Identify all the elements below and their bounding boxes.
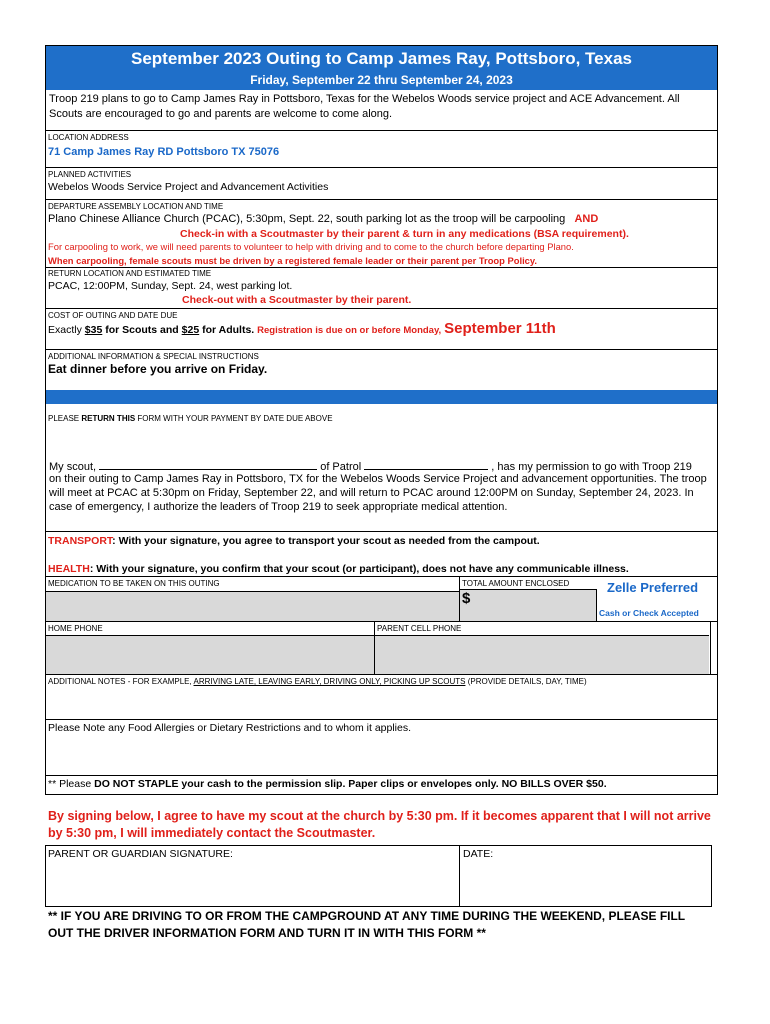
departure-line3: For carpooling to work, we will need parents to volunteer to help with driving and to come to the church before departing Plano. — [48, 241, 574, 252]
dollar-sign: $ — [462, 590, 471, 607]
date-field[interactable] — [460, 862, 710, 906]
cost-line: Exactly $35 for Scouts and $25 for Adults. Registration is due on or before Monday, September 11th — [48, 320, 556, 337]
scout-name-field[interactable] — [99, 459, 317, 470]
cell-phone-input[interactable] — [375, 635, 709, 675]
page-title: September 2023 Outing to Camp James Ray, Pottsboro, Texas — [130, 49, 633, 68]
medication-input[interactable] — [46, 591, 459, 622]
return-line1: PCAC, 12:00PM, Sunday, Sept. 24, west parking lot. — [48, 280, 293, 292]
staple-notice: ** Please DO NOT STAPLE your cash to the permission slip. Paper clips or envelopes only. NO BILLS OVER $50. — [48, 778, 607, 790]
total-input[interactable] — [460, 589, 597, 622]
cost-label: COST OF OUTING AND DATE DUE — [48, 311, 178, 320]
return-notice: PLEASE RETURN THIS FORM WITH YOUR PAYMENT BY DATE DUE ABOVE — [48, 414, 333, 423]
activities-value: Webelos Woods Service Project and Advancement Activities — [48, 181, 329, 193]
additional-label: ADDITIONAL INFORMATION & SPECIAL INSTRUCTIONS — [48, 352, 259, 361]
date-range: Friday, September 22 thru September 24, 2023 — [250, 73, 513, 87]
zelle-preferred: Zelle Preferred — [607, 580, 699, 595]
return-line2: Check-out with a Scoutmaster by their parent. — [182, 294, 412, 306]
transport-statement: TRANSPORT: With your signature, you agree to transport your scout as needed from the campout. — [48, 535, 540, 547]
departure-line4: When carpooling, female scouts must be driven by a registered female leader or their parent per Troop Policy. — [48, 255, 538, 266]
date-label: DATE: — [463, 848, 494, 860]
total-label: TOTAL AMOUNT ENCLOSED — [462, 579, 570, 588]
allergies-label: Please Note any Food Allergies or Dietary Restrictions and to whom it applies. — [48, 722, 412, 734]
medication-label: MEDICATION TO BE TAKEN ON THIS OUTING — [48, 579, 220, 588]
health-statement: HEALTH: With your signature, you confirm that your scout (or participant), does not have any communicable illness. — [48, 563, 629, 575]
driver-form-notice: ** IF YOU ARE DRIVING TO OR FROM THE CAMPGROUND AT ANY TIME DURING THE WEEKEND, PLEASE FILL OUT THE DRIVER INFORMATION FORM AND TURN IT IN WITH THIS FORM ** — [48, 909, 685, 940]
location-value: 71 Camp James Ray RD Pottsboro TX 75076 — [48, 146, 280, 158]
parent-signature-label: PARENT OR GUARDIAN SIGNATURE: — [48, 848, 233, 860]
notes-label: ADDITIONAL NOTES - FOR EXAMPLE, ARRIVING LATE, LEAVING EARLY, DRIVING ONLY, PICKING UP SCOUTS (PROVIDE DETAILS, DAY, TIME) — [48, 677, 587, 686]
parent-signature-field[interactable] — [46, 862, 458, 906]
patrol-field[interactable] — [364, 459, 488, 470]
agreement-text: By signing below, I agree to have my scout at the church by 5:30 pm. If it becomes apparent that I will not arrive by 5:30 pm, I will immediately contact the Scoutmaster. — [48, 809, 711, 840]
permission-body: on their outing to Camp James Ray in Pottsboro, TX for the Webelos Woods Service Project and advancement opportunities. The troop will meet at PCAC at 5:30pm on Friday, September 22, and will return to PCAC around 12:00PM on Sunday, September 24, 2023. In case of emergency, I authorize the leaders of Troop 219 to seek appropriate medical attention. — [49, 473, 707, 513]
intro-text: Troop 219 plans to go to Camp James Ray in Pottsboro, Texas for the Webelos Woods service project and ACE Advancement. All Scouts are encouraged to go and parents are welcome to come along. — [49, 93, 680, 120]
departure-line1: Plano Chinese Alliance Church (PCAC), 5:30pm, Sept. 22, south parking lot as the troop will be carpooling AND — [48, 213, 599, 225]
title-banner — [46, 46, 717, 90]
allergies-input[interactable] — [46, 737, 717, 775]
notes-input[interactable] — [46, 688, 717, 719]
section-divider-band — [46, 390, 717, 404]
cell-phone-label: PARENT CELL PHONE — [377, 624, 462, 633]
departure-line2: Check-in with a Scoutmaster by their parent & turn in any medications (BSA requirement). — [180, 228, 629, 240]
location-label: LOCATION ADDRESS — [48, 133, 129, 142]
home-phone-input[interactable] — [46, 635, 374, 675]
permission-first-line: My scout, of Patrol , has my permission to go with Troop 219 — [49, 461, 692, 473]
additional-value: Eat dinner before you arrive on Friday. — [48, 362, 268, 376]
cash-check-note: Cash or Check Accepted — [599, 608, 699, 618]
home-phone-label: HOME PHONE — [48, 624, 103, 633]
departure-label: DEPARTURE ASSEMBLY LOCATION AND TIME — [48, 202, 224, 211]
activities-label: PLANNED ACTIVITIES — [48, 170, 132, 179]
return-label: RETURN LOCATION AND ESTIMATED TIME — [48, 269, 212, 278]
